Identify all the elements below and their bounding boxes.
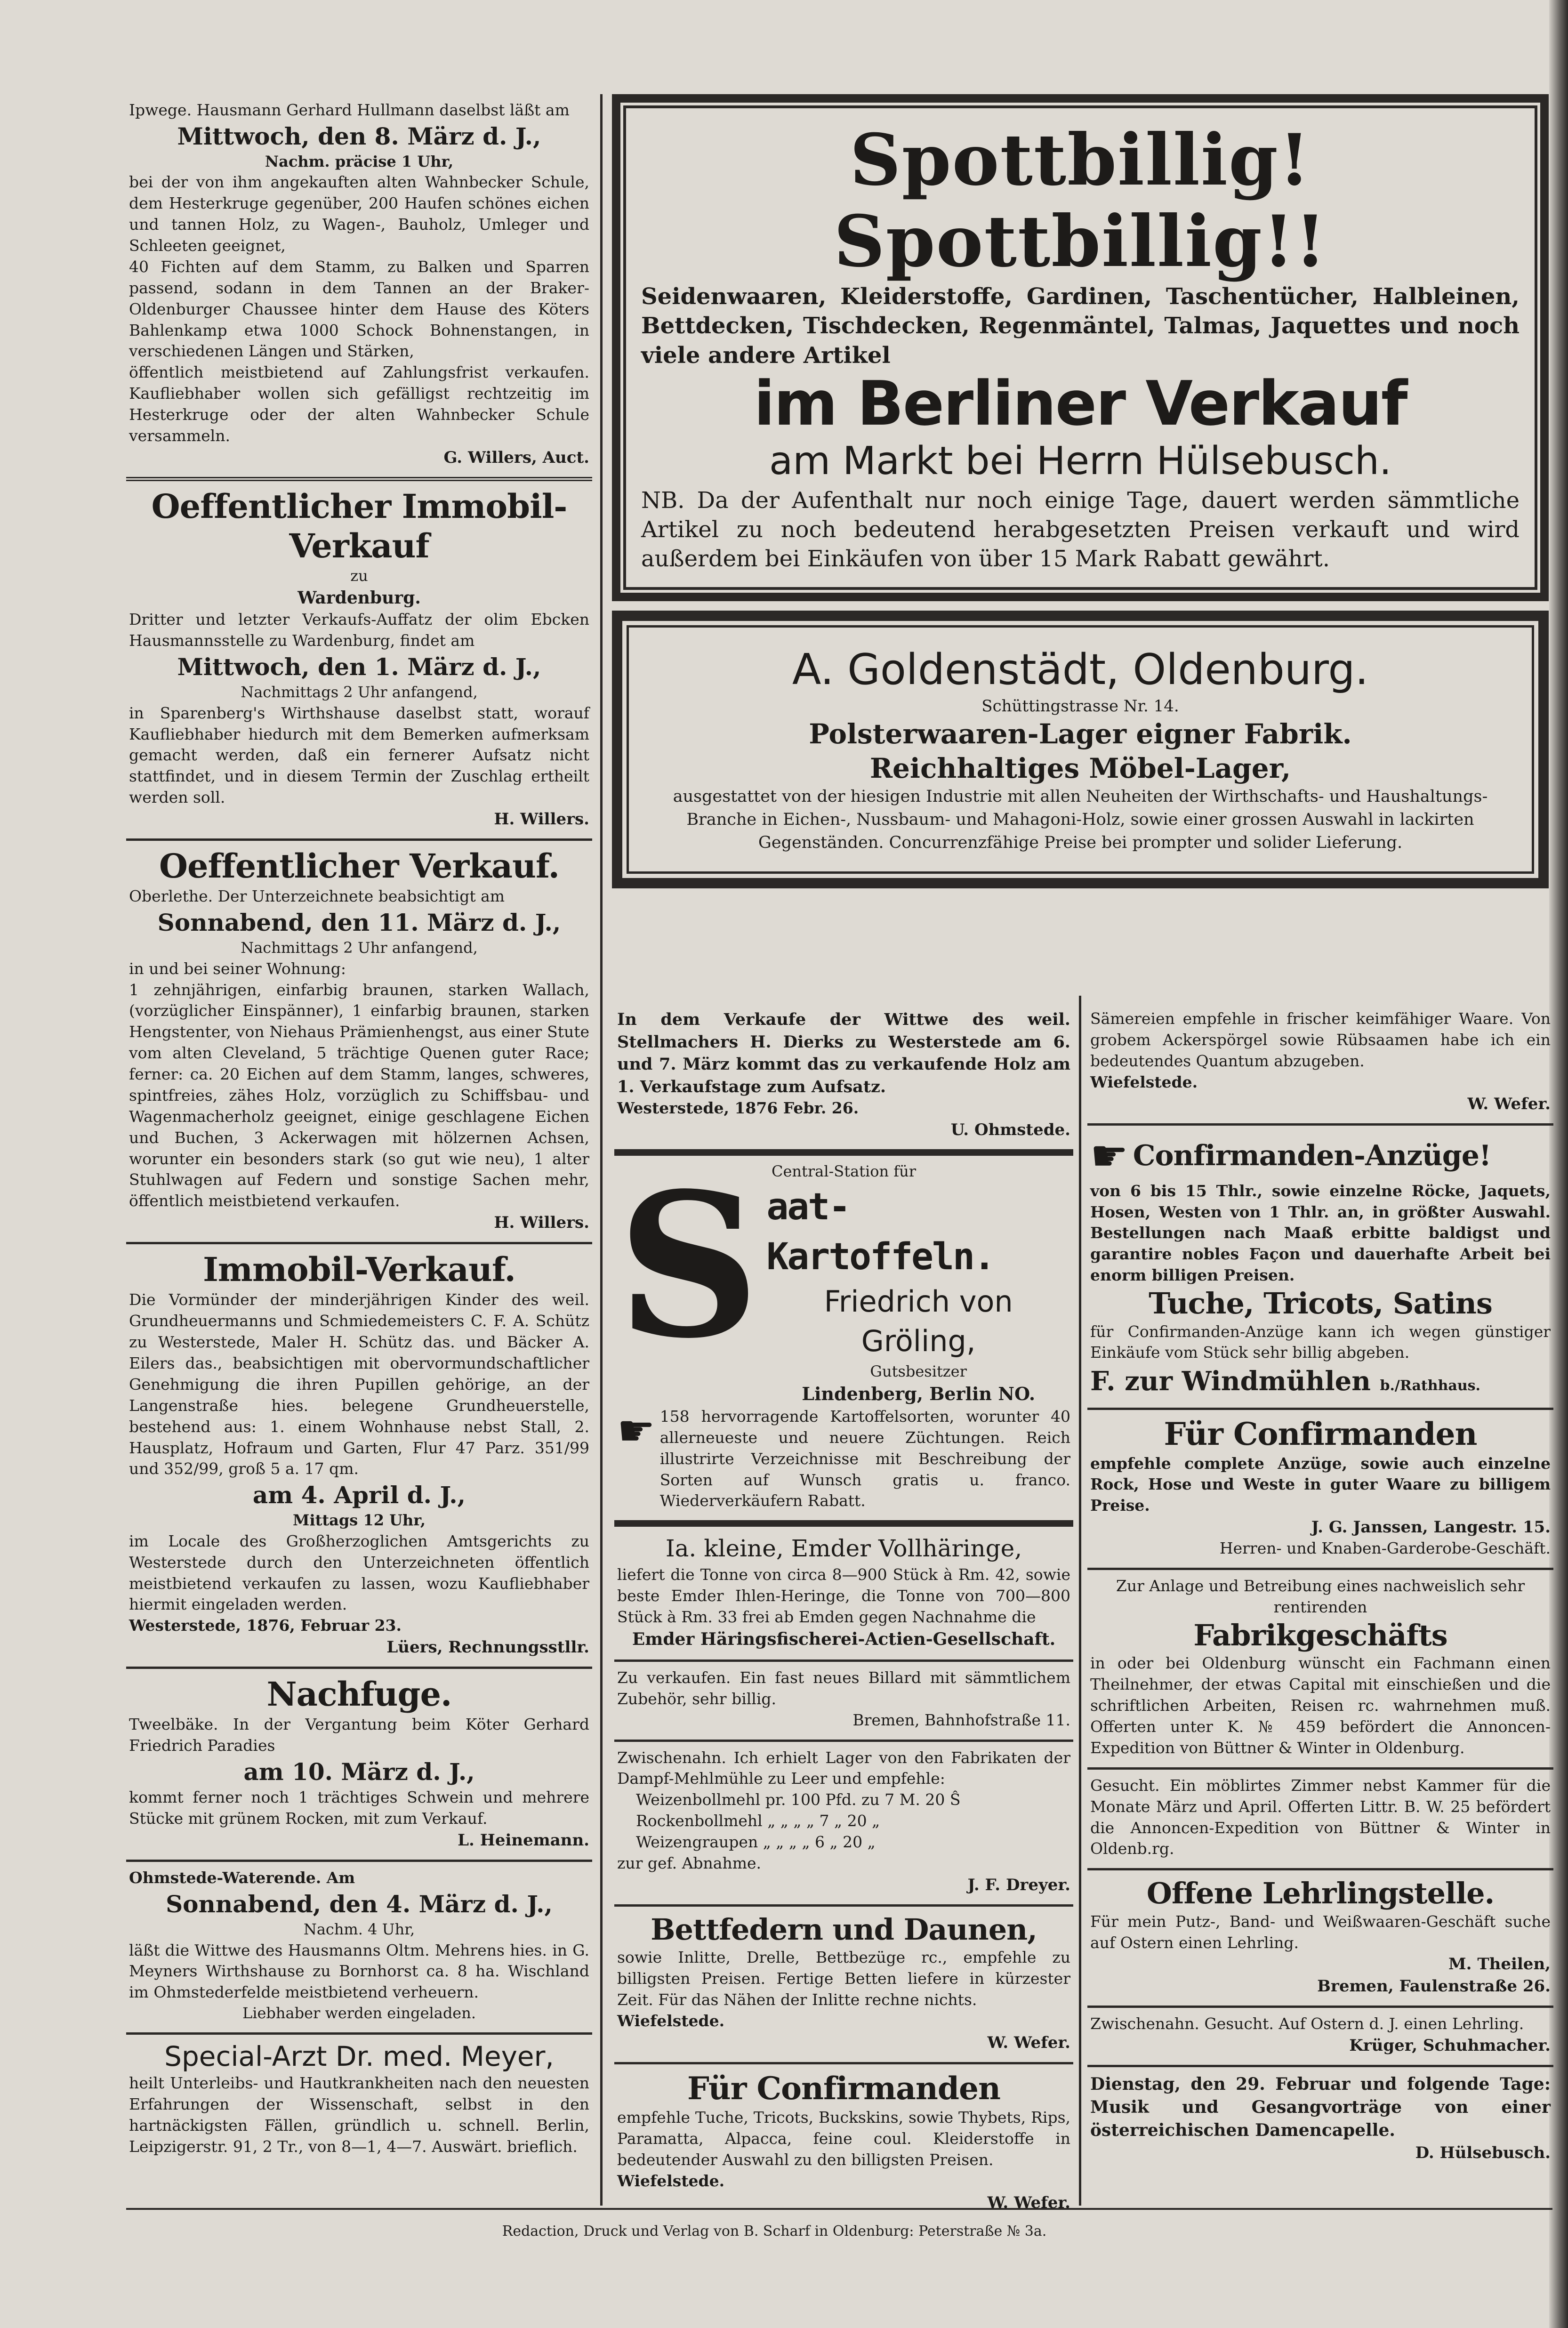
- ad-oeffentlicher-verkauf: [126, 841, 592, 1244]
- ad-place: Wiefelstede.: [617, 2012, 725, 2030]
- ad-text: 40 Fichten auf dem Stamm, zu Balken und Sparren passend, sodann in dem Tannen an der Braker-Oldenburger Chaussee hinter dem Hause des Köters Bahlenkamp etwa 1000 Schock Bohnenstangen, in verschiedenen Längen und Stärken,: [129, 257, 589, 361]
- price-row: Weizengraupen „ „ „ „ 6 „ 20 „: [636, 1833, 876, 1852]
- ad-date: am 10. März d. J.,: [243, 1758, 475, 1786]
- ad-title: Für Confirmanden: [1164, 1416, 1477, 1453]
- ad-text: läßt die Wittwe des Hausmanns Oltm. Mehrens hies. in G. Meyners Wirthshause zu Bornhorst ca. 8 ha. Wischland im Ohmstederfelde meistbietend verheuern.: [129, 1941, 589, 2002]
- ad-text: kommt ferner noch 1 trächtiges Schwein und mehrere Stücke mit grünem Rocken, mit zum Verkauf.: [129, 1788, 589, 1828]
- column-rule: [1079, 996, 1081, 2206]
- ad-text: ausgestattet von der hiesigen Industrie mit allen Neuheiten der Wirthschafts- und Haushaltungs-Branche in Eichen-, Nussbaum- und Mahagoni-Holz, sowie einer grossen Auswahl in lackirten Gegenständen. Concurrenzfähige Preise bei prompter und solider Lieferung.: [673, 787, 1488, 853]
- ad-time: Mittags 12 Uhr,: [293, 1511, 426, 1530]
- left-column: [126, 94, 592, 2166]
- ad-text: Die Vormünder der minderjährigen Kinder des weil. Grundheuermanns und Schmiedemeisters C. F. A. Schütz zu Westerstede, Maler H. Schütz das. und Bäcker A. Eilers das., beabsichtigen mit obervormundschaftlicher Genehmigung die ihren Pupillen gehörige, an der Langenstraße hies. belegene Grundheuerstelle, bestehend aus: 1. einem Wohnhause nebst Stall, 2. Hausplatz, Hofraum und Garten, Flur 47 Parz. 351/99 und 352/99, groß 5 a. 17 qm.: [129, 1290, 589, 1478]
- ad-nachfuge: [126, 1669, 592, 1862]
- ad-place: Wardenburg.: [298, 588, 421, 608]
- ad-headline: Spottbillig! Spottbillig!!: [834, 119, 1327, 283]
- ad-date: Sonnabend, den 4. März d. J.,: [166, 1890, 553, 1918]
- ad-signature: U. Ohmstede.: [950, 1120, 1070, 1140]
- ad-zu: zu: [350, 567, 368, 585]
- ad-title: Tuche, Tricots, Satins: [1149, 1286, 1492, 1321]
- ad-signature: L. Heinemann.: [458, 1830, 589, 1850]
- ad-goods: Seidenwaaren, Kleiderstoffe, Gardinen, Taschentücher, Halbleinen, Bettdecken, Tischdecken, Regenmäntel, Talmas, Jaquettes und noch viele andere Artikel: [641, 283, 1520, 369]
- ad-title: Bettfedern und Daunen,: [651, 1912, 1037, 1947]
- ad-date: Mittwoch, den 8. März d. J.,: [177, 122, 541, 150]
- ad-text: sowie Inlitte, Drelle, Bettbezüge rc., empfehle zu billigsten Preisen. Fertige Betten liefere in kürzester Zeit. Für das Nähen der Inlitte rechne nichts.: [617, 1948, 1070, 2009]
- ad-text: für Confirmanden-Anzüge kann ich wegen günstiger Einkäufe vom Stück sehr billig abgeben.: [1090, 1322, 1551, 1362]
- ad-signature: M. Theilen,: [1448, 1955, 1551, 1974]
- ad-title: Fabrikgeschäfts: [1193, 1618, 1447, 1653]
- ad-saemereien: [1087, 1003, 1553, 1126]
- ad-signature: H. Willers.: [494, 1213, 589, 1232]
- ad-title: aat-Kartoffeln.: [766, 1186, 994, 1279]
- ad-name: Friedrich von Gröling,: [824, 1284, 1013, 1359]
- ad-huelsebusch: [1087, 2067, 1553, 2172]
- ad-foot: zur gef. Abnahme.: [617, 1853, 762, 1872]
- ad-saat-kartoffeln: [614, 1150, 1073, 1527]
- ad-title: Für Confirmanden: [687, 2070, 1000, 2107]
- ad-dr-meyer: [126, 2035, 592, 2166]
- ad-text: In dem Verkaufe der Wittwe des weil. Stellmachers H. Dierks zu Westerstede am 6. und 7. März kommt das zu verkaufende Holz am 1. Verkaufstage zum Aufsatz.: [617, 1010, 1070, 1096]
- ad-pre: Zur Anlage und Betreibung eines nachweislich sehr rentirenden: [1116, 1577, 1525, 1617]
- price-row: Weizenbollmehl pr. 100 Pfd. zu 7 M. 20 Ŝ: [636, 1790, 961, 1809]
- ad-signature: Lüers, Rechnungsstllr.: [386, 1638, 589, 1657]
- ad-date: Westerstede, 1876 Febr. 26.: [617, 1099, 859, 1118]
- ad-text: Westerstede, 1876, Februar 23.: [129, 1616, 402, 1635]
- ad-text: im Locale des Großherzoglichen Amtsgerichts zu Westerstede durch den Unterzeichneten öffentlich meistbietend verkaufen zu lassen, wozu Kaufliebhaber hiermit eingeladen werden.: [129, 1531, 589, 1614]
- ad-line: Reichhaltiges Möbel-Lager,: [869, 752, 1291, 784]
- ad-text: Ipwege. Hausmann Gerhard Hullmann daselbst läßt am: [129, 101, 570, 119]
- ad-text: Sämereien empfehle in frischer keimfähiger Waare. Von grobem Ackerspörgel sowie Rübsaamen habe ich ein bedeutendes Quantum abzugeben.: [1090, 1009, 1551, 1070]
- ad-text: Tweelbäke. In der Vergantung beim Köter Gerhard Friedrich Paradies: [129, 1715, 589, 1755]
- ad-billard: [614, 1662, 1073, 1742]
- ad-text: 1 zehnjährigen, einfarbig braunen, starken Wallach, (vorzüglicher Einspänner), 1 einfarbig braunen, starken Hengstenter, von Niehaus Prämienhengst, aus einer Stute vom alten Cleveland, 5 trächtige Quenen guter Race; ferner: ca. 20 Eichen auf dem Stamm, langes, schweres, spintfreies, zähes Holz, vorzüglich zu Schiffsbau- und Wagenmacherholz geeignet, einige geschlagene Eichen und Buchen, 3 Ackerwagen mit hölzernen Achsen, worunter ein besonders stark (so gut wie neu), 1 alter Stuhlwagen auf Federn und sonstige Sachen mehr, öffentlich meistbietend verkaufen.: [129, 980, 589, 1210]
- right-column: [1087, 1003, 1553, 2172]
- ad-dreyer: [614, 1742, 1073, 1907]
- ad-emden: [614, 1527, 1073, 1662]
- ad-place: Lindenberg, Berlin NO.: [802, 1383, 1036, 1405]
- ad-text: in Sparenberg's Wirthshause daselbst statt, worauf Kaufliebhaber hiedurch mit dem Bemerken aufmerksam gemacht werden, daß ein fernerer Aufsatz nicht stattfindet, und in diesem Termin der Zuschlag ertheilt werden soll.: [129, 703, 589, 807]
- ad-text: öffentlich meistbietend auf Zahlungsfrist verkaufen. Kaufliebhaber wollen sich gefälligst rechtzeitig im Hesterkruge oder der alten Wahnbecker Schule versammeln.: [129, 363, 589, 445]
- ad-bettfedern: [614, 1907, 1073, 2064]
- top-ads: [612, 94, 1549, 888]
- ad-text: 158 hervorragende Kartoffelsorten, worunter 40 allerneueste und neuere Züchtungen. Reich illustrirte Verzeichnisse mit Beschreibung der Sorten auf Wunsch gratis u. franco. Wiederverkäufern Rabatt.: [659, 1407, 1070, 1510]
- ad-signature: D. Hülsebusch.: [1415, 2143, 1551, 2162]
- ad-nb: NB. Da der Aufenthalt nur noch einige Tage, dauert werden sämmtliche Artikel zu noch bedeutend herabgesetzten Preisen verkauft und wird außerdem bei Einkäufen von über 15 Mark Rabatt gewährt.: [641, 487, 1520, 572]
- ad-signature: W. Wefer.: [1467, 1094, 1551, 1113]
- ad-date: am 4. April d. J.,: [252, 1481, 466, 1509]
- ad-firm: [1090, 1363, 1551, 1399]
- ad-text: Zwischenahn. Ich erhielt Lager von den Fabrikaten der Dampf-Mehlmühle zu Leer und empfehle:: [617, 1748, 1070, 1788]
- ad-text: in und bei seiner Wohnung:: [129, 959, 346, 978]
- ad-title-row: [1090, 1131, 1551, 1181]
- ad-markt: am Markt bei Herrn Hülsebusch.: [769, 439, 1392, 484]
- ad-dierks: [614, 1003, 1073, 1156]
- ad-text: liefert die Tonne von circa 8—900 Stück à Rm. 42, sowie beste Emder Ihlen-Heringe, die Tonne von 700—800 Stück à Rm. 33 frei ab Emden gegen Nachnahme die: [617, 1565, 1070, 1627]
- ad-signature: W. Wefer.: [987, 2033, 1070, 2052]
- ad-text: von 6 bis 15 Thlr., sowie einzelne Röcke, Jaquets, Hosen, Westen von 1 Thlr. an, in größter Auswahl. Bestellungen nach Maaß erbitte baldigst und garantire nobles Façon und dauerhafte Arbeit bei enorm billigen Preisen.: [1090, 1181, 1551, 1285]
- ad-confirmanden-janssen: [1087, 1410, 1553, 1570]
- ad-title: Special-Arzt Dr. med. Meyer,: [164, 2040, 554, 2072]
- ad-confirmanden-anzuege: [1087, 1126, 1553, 1410]
- ad-title: Oeffentlicher Verkauf.: [159, 846, 560, 886]
- pointing-hand-icon: ☛: [617, 1406, 655, 1456]
- ad-place: Wiefelstede.: [617, 2171, 725, 2190]
- ad-time: Nachmittags 2 Uhr anfangend,: [241, 939, 478, 957]
- ad-text: empfehle complete Anzüge, sowie auch einzelne Rock, Hose und Weste in guter Waare zu billigem Preise.: [1090, 1454, 1551, 1515]
- ad-saat-body: [766, 1182, 1070, 1406]
- middle-column: [614, 1003, 1073, 2222]
- ad-place: Wiefelstede.: [1090, 1072, 1198, 1091]
- ad-signature: H. Willers.: [494, 810, 589, 829]
- ad-signature: Bremen, Bahnhofstraße 11.: [852, 1710, 1070, 1729]
- ad-date: Sonnabend, den 11. März d. J.,: [157, 909, 561, 937]
- ad-title: Confirmanden-Anzüge!: [1133, 1139, 1491, 1173]
- ad-text: Dritter und letzter Verkaufs-Auffatz der olim Ebcken Hausmannsstelle zu Wardenburg, findet am: [129, 610, 589, 650]
- ad-gesucht: [1087, 1770, 1553, 1871]
- ad-street: Schüttingstrasse Nr. 14.: [981, 696, 1179, 716]
- ad-berliner-verkauf: im Berliner Verkauf: [754, 368, 1407, 440]
- ad-text: empfehle Tuche, Tricots, Buckskins, sowie Thybets, Rips, Paramatta, Alpacca, feine coul. Kleiderstoffe in bedeutender Auswahl zu den billigsten Preisen.: [617, 2108, 1070, 2169]
- ad-signature-sub: Bremen, Faulenstraße 26.: [1317, 1976, 1551, 1996]
- ad-text: Für mein Putz-, Band- und Weißwaaren-Geschäft suche auf Ostern einen Lehrling.: [1090, 1912, 1551, 1952]
- ad-goldenstaedt: [612, 611, 1549, 888]
- ad-title: Offene Lehrlingstelle.: [1146, 1876, 1495, 1911]
- ad-title: Oeffentlicher Immobil-Verkauf: [151, 487, 567, 565]
- ad-text: Ohmstede-Waterende. Am: [129, 1869, 355, 1887]
- ad-text: heilt Unterleibs- und Hautkrankheiten nach den neuesten Erfahrungen der Wissenschaft, selbst in den hartnäckigsten Fällen, gründlich u. schnell. Berlin, Leipzigerstr. 91, 2 Tr., von 8—1, 4—7. Auswärt. brieflich.: [129, 2074, 589, 2156]
- ad-text: Dienstag, den 29. Februar und folgende Tage: Musik und Gesangvorträge von einer österreichischen Damencapelle.: [1090, 2074, 1551, 2140]
- ad-pre: Central-Station für: [771, 1162, 917, 1181]
- ad-spottbillig: [612, 94, 1549, 601]
- ad-text: bei der von ihm angekauften alten Wahnbecker Schule, dem Hesterkruge gegenüber, 200 Haufen schönes eichen und tannen Holz, zu Wagen-, Bauholz, Umleger und Schleeten geeignet,: [129, 173, 589, 255]
- ad-signature-sub: Herren- und Knaben-Garderobe-Geschäft.: [1219, 1539, 1551, 1558]
- ad-text: Gesucht. Ein möblirtes Zimmer nebst Kammer für die Monate März und April. Offerten Littr. B. W. 25 befördert die Annoncen-Expedition von Büttner & Winter in Oldenb.rg.: [1090, 1776, 1551, 1858]
- ad-text: Zu verkaufen. Ein fast neues Billard mit sämmtlichem Zubehör, sehr billig.: [617, 1668, 1070, 1708]
- ad-krueger: [1087, 2008, 1553, 2067]
- ad-signature: J. F. Dreyer.: [967, 1875, 1070, 1894]
- pointing-hand-icon: ☛: [1090, 1131, 1128, 1181]
- ad-ipwege: [126, 94, 592, 481]
- ad-firm-name: A. Goldenstädt, Oldenburg.: [792, 644, 1369, 694]
- ad-title: Ia. kleine, Emder Vollhäringe,: [665, 1535, 1022, 1563]
- ad-signature: G. Willers, Auct.: [443, 448, 589, 467]
- ad-text: Oberlethe. Der Unterzeichnete beabsichtigt am: [129, 887, 505, 906]
- imprint: Redaction, Druck und Verlag von B. Scharf in Oldenburg: Peterstraße № 3a.: [502, 2223, 1047, 2239]
- ad-text: Zwischenahn. Gesucht. Auf Ostern d. J. einen Lehrling.: [1090, 2014, 1524, 2033]
- ad-saat-foot: [617, 1406, 1070, 1512]
- price-row: Rockenbollmehl „ „ „ „ 7 „ 20 „: [636, 1812, 880, 1830]
- ad-immobil-wardenburg: [126, 481, 592, 841]
- ad-text: Liebhaber werden eingeladen.: [242, 2004, 476, 2022]
- ad-fabrikgeschaeft: [1087, 1570, 1553, 1770]
- ad-title: Nachfuge.: [266, 1675, 452, 1714]
- column-rule: [600, 94, 603, 2206]
- ad-role: Gutsbesitzer: [870, 1362, 967, 1380]
- ad-signature: J. G. Janssen, Langestr. 15.: [1311, 1518, 1551, 1537]
- ad-confirmanden-wefer: [614, 2064, 1073, 2222]
- firm-address: b./Rathhaus.: [1380, 1377, 1480, 1394]
- ad-lehrlingstelle: [1087, 1870, 1553, 2008]
- ad-ohmstede: [126, 1862, 592, 2035]
- ad-initial: S: [617, 1150, 760, 1382]
- ad-signature: W. Wefer.: [987, 2193, 1070, 2212]
- ad-firm: Emder Häringsfischerei-Actien-Gesellschaft.: [632, 1629, 1056, 1649]
- ad-title: Immobil-Verkauf.: [203, 1250, 515, 1289]
- ad-signature: Krüger, Schuhmacher.: [1349, 2036, 1551, 2055]
- ad-date: Mittwoch, den 1. März d. J.,: [177, 653, 541, 681]
- ad-immobil-verkauf: [126, 1244, 592, 1669]
- ad-text: in oder bei Oldenburg wünscht ein Fachmann einen Theilnehmer, der etwas Capital mit einschießen und die schriftlichen Arbeiten, Reisen rc. wahrnehmen muß. Offerten unter K. № 459 befördert die Annoncen-Expedition von Büttner & Winter in Oldenburg.: [1090, 1654, 1551, 1757]
- firm-name: F. zur Windmühlen: [1090, 1366, 1371, 1397]
- ad-time: Nachmittags 2 Uhr anfangend,: [241, 683, 478, 701]
- ad-time: Nachm. 4 Uhr,: [303, 1920, 415, 1939]
- ad-time: Nachm. präcise 1 Uhr,: [265, 152, 454, 170]
- ad-line: Polsterwaaren-Lager eigner Fabrik.: [809, 718, 1352, 750]
